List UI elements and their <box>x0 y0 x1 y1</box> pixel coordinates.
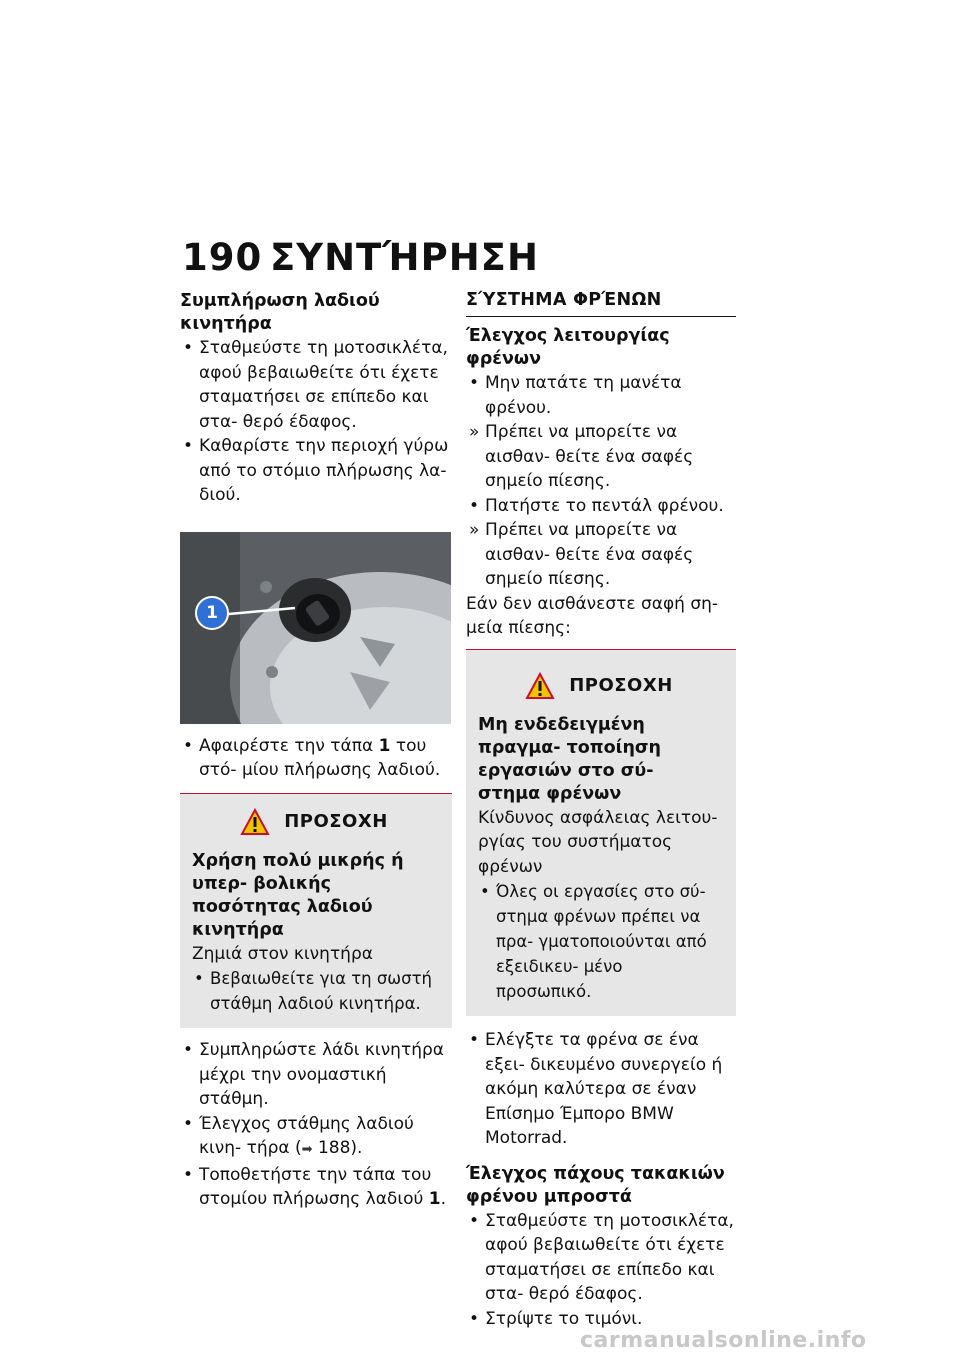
list-item: • Τοποθετήστε την τάπα του στομίου πλήρωσης λαδιού 1. <box>183 1164 446 1209</box>
caution-header <box>192 808 436 836</box>
heading-brake-pads: Έλεγχος πάχους τακακιών φρένου μπροστά <box>466 1163 725 1207</box>
list-item: • Αφαιρέστε την τάπα 1 του στό- μίου πλήρωσης λαδιού. <box>183 735 441 780</box>
page-reference[interactable]: 188 <box>317 1138 351 1158</box>
list-item: • Σταθμεύστε τη μοτοσικλέτα, αφού βεβαιωθείτε ότι έχετε σταματήσει σε επίπεδο και στα- θερό έδαφος. <box>183 338 448 432</box>
list-item: • Σταθμεύστε τη μοτοσικλέτα, αφού βεβαιωθείτε ότι έχετε σταματήσει σε επίπεδο και στα- θερό έδαφος. <box>469 1210 734 1304</box>
caution-box <box>180 793 452 1029</box>
caution-item: • Όλες οι εργασίες στο σύ- στημα φρένων πρέπει να πρα- γματοποιούνται από εξειδικευ- μένο προσωπικό. <box>480 882 707 1001</box>
result-item: » Πρέπει να μπορείτε να αισθαν- θείτε ένα σαφές σημείο πίεσης. <box>469 520 694 589</box>
caution-text: Κίνδυνος ασφάλειας λειτου- ργίας του συστήματος φρένων <box>478 807 718 877</box>
caution-box <box>466 649 736 1017</box>
list-item: • Μην πατάτε τη μανέτα φρένου. <box>469 373 682 418</box>
caution-heading: Χρήση πολύ μικρής ή υπερ- βολικής ποσότητας λαδιού κινητήρα <box>192 850 404 940</box>
list-item: • Έλεγχος στάθμης λαδιού κινη- τήρα (➡ 188). <box>183 1113 414 1158</box>
paragraph: Εάν δεν αισθάνεστε σαφή ση- μεία πίεσης: <box>466 593 719 638</box>
page-title: ΣΥΝΤΉΡΗΣΗ <box>270 236 539 279</box>
callout-badge: 1 <box>195 596 229 630</box>
caution-title: ΠΡΟΣΟΧΗ <box>569 675 673 696</box>
caution-header <box>478 672 720 700</box>
oil-filler-cap-image <box>180 532 451 724</box>
caution-heading: Μη ενδεδειγμένη πραγμα- τοποίηση εργασιών στο σύ- στημα φρένων <box>478 714 661 804</box>
page-header <box>182 236 539 279</box>
heading-oil-fill: Συμπλήρωση λαδιού κινητήρα <box>180 291 380 334</box>
page-number: 190 <box>182 236 263 279</box>
result-item: » Πρέπει να μπορείτε να αισθαν- θείτε ένα σαφές σημείο πίεσης. <box>469 422 694 491</box>
left-column <box>180 290 452 1212</box>
list-item: • Συμπληρώστε λάδι κινητήρα μέχρι την ονομαστική στάθμη. <box>183 1040 444 1109</box>
list-item: • Πατήστε το πεντάλ φρένου. <box>469 495 724 516</box>
list-item: • Στρίψτε το τιμόνι. <box>469 1308 643 1329</box>
caution-title: ΠΡΟΣΟΧΗ <box>284 811 388 832</box>
page-ref-arrow-icon: ➡ <box>301 1142 313 1157</box>
watermark: carmanualsonline.info <box>580 1328 867 1353</box>
right-column <box>466 290 736 1331</box>
list-item: • Ελέγξτε τα φρένα σε ένα εξει- δικευμένο συνεργείο ή ακόμη καλύτερα σε έναν Επίσημο Έμπορο BMW Motorrad. <box>469 1030 723 1148</box>
caution-text: Ζημιά στον κινητήρα <box>192 943 373 964</box>
heading-brake-check: Έλεγχος λειτουργίας φρένων <box>466 326 670 369</box>
list-item: • Καθαρίστε την περιοχή γύρω από το στόμιο πλήρωσης λα- διού. <box>183 436 449 505</box>
caution-item: • Βεβαιωθείτε για τη σωστή στάθμη λαδιού κινητήρα. <box>194 969 432 1013</box>
section-title: ΣΎΣΤΗΜΑ ΦΡΈΝΩΝ <box>466 290 736 317</box>
warning-icon <box>525 672 555 700</box>
warning-icon <box>240 808 270 836</box>
